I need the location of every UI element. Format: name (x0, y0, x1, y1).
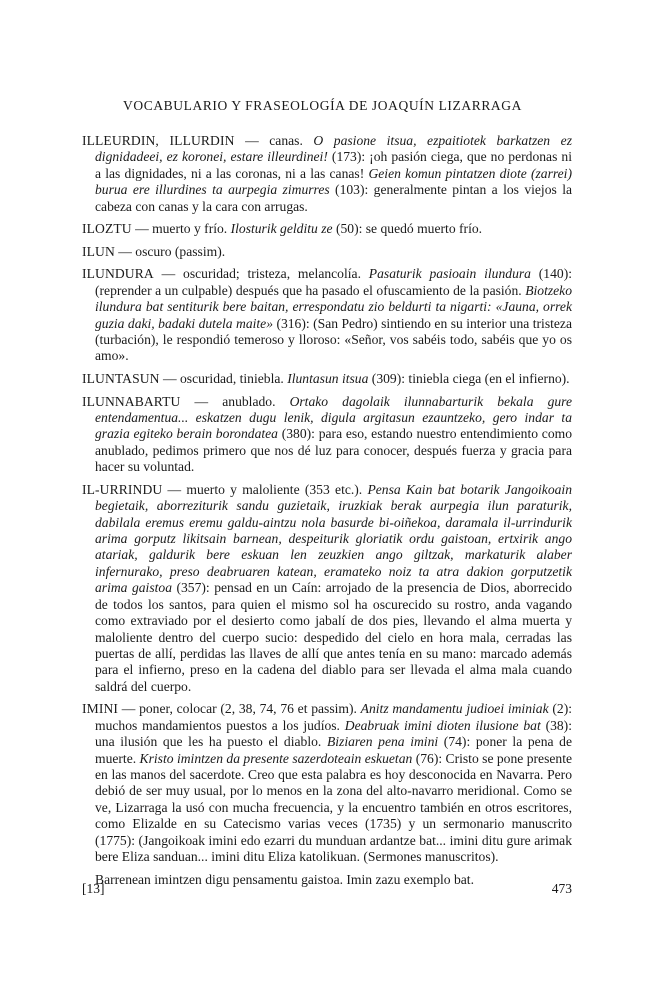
entry-illeurdin (82, 133, 572, 215)
basque-quote: Iluntasun itsua (287, 371, 369, 387)
gloss-text: — oscuridad; tristeza, melancolía. (153, 266, 369, 282)
entry-iloztu (82, 221, 572, 237)
gloss-text: (38): una ilusión que les ha puesto el diablo. (95, 717, 572, 750)
basque-quote: O pasione itsua, ezpaitiotek barkatzen ez dignidadeei, ez koronei, estare illeurdinei! (95, 133, 572, 165)
gloss-text: (76): Cristo se pone presente en las manos del sacerdote. Creo que esta palabra es hoy desconocida en Navarra. Pero debió de ser muy usual, por lo menos en la zona del alto-navarro meridional. Como se ve, Lizarraga la usó con mucha frecuencia, y la encuentro también en otros escritores, como Elizalde en su Catecismo varias veces (1735) y un sermonario manuscrito (1775): (Jangoikoak imini edo ezarri du munduan ardantze bat... imini ditu gure arimak bere Eliza sanduan... imini ditu Eliza katolikuan. (Sermones manuscritos). (95, 750, 572, 864)
gloss-text: (316): (San Pedro) sintiendo en su interior una tristeza (turbación), le respondió temeroso y lloroso: «Señor, vos sabéis todo, sabéis que yo os amo». (95, 315, 572, 364)
gloss-text: (357): pensad en un Caín: arrojado de la presencia de Dios, aborrecido de todos los santos, para quien el mismo sol ha oscurecido su rostro, anda vagando como extraviado por el desierto como jabalí de dos pies, llevando el alma muerta y maloliente dentro del cuerpo sucio: despedido del cielo en hora mala, cerradas las puertas de allí, perdidas las llaves de allí que antes tenía en su mano: marcado además para el infierno, preso en la cadena del diablo para ser llevada el alma mala cuando saldrá del cuerpo. (95, 580, 572, 694)
basque-quote: Biotzeko ilundura bat sentiturik bere baitan, errespondatu zio beldurti ta nigarti: «Jauna, orrek guzia daki, badaki dutela maite» (95, 282, 572, 331)
entry-ilundura (82, 266, 572, 364)
headword: ILLEURDIN, ILLURDIN (82, 133, 235, 148)
basque-quote: Anitz mandamentu judioei iminiak (360, 701, 549, 717)
gloss-text: (140): (reprender a un culpable) después que ha pasado el ofuscamiento de la pasión. (95, 266, 572, 298)
entry-imini (82, 701, 572, 865)
page-number: 473 (551, 881, 572, 896)
basque-quote: Biziaren pena imini (326, 734, 439, 750)
headword: IL-URRINDU (82, 481, 163, 497)
gloss-text: (173): ¡oh pasión ciega, que no perdonas ni a las dignidades, ni a las coronas, ni a las canas! (95, 149, 572, 181)
headword: ILUN (82, 243, 115, 259)
headword: IMINI (82, 701, 118, 717)
gloss-text: — oscuro (passim). (114, 243, 226, 259)
gloss-text: — canas. (234, 133, 314, 148)
basque-quote: Geien komun pintatzen diote (zarrei) burua ere illurdines ta aurpegia zimurres (95, 165, 572, 198)
basque-quote: Ortako dagolaik ilunnabarturik bekala gure entendamentua... eskatzen dugu lenik, digula argitasun ezauntzeko, gero indar ta grazia egiteko berain borondatea (95, 393, 572, 442)
entry-ilunnabartu (82, 394, 572, 476)
entry-il-urrindu (82, 482, 572, 695)
headword: ILUNNABARTU (82, 393, 181, 409)
entry-imini-continuation: Barrenean imintzen digu pensamentu gaistoa. Imin zazu exemplo bat. (95, 871, 474, 887)
running-head: VOCABULARIO Y FRASEOLOGÍA DE JOAQUÍN LIZARRAGA (123, 98, 522, 113)
gloss-text: (103): generalmente pintan a los viejos la cabeza con canas y la cara con arrugas. (95, 182, 572, 214)
gloss-text: — anublado. (180, 393, 290, 409)
entry-iluntasun (82, 371, 572, 387)
headword: ILUNDURA (82, 266, 154, 282)
gloss-text: (380): para eso, estando nuestro entendimiento como anublado, pedimos primero que nos dé luz para conocer, después fuerza y gracia para hacer su voluntad. (95, 426, 572, 475)
headword: ILUNTASUN (82, 371, 160, 387)
headword: ILOZTU (82, 221, 132, 237)
basque-quote: Pensa Kain bat botarik Jangoikoain begietaik, aborreziturik sandu guzietaik, iruzkiak berak aurpegia ilun paraturik, dabilala eremus eremu galdu-aintzu nola basurde bi-oiñekoa, daramala il-urrindurik arima gorputz likitsain barnean, despeiturik gloriatik ordu gaistoan, ertxirik ango atariak, galdurik bere eskuan len zeuzkien ango giltzak, markaturik alaber infernurako, preso deabruaren katean, eramateko noiz ta atra dakion gorputzetik arima gaistoa (95, 481, 572, 596)
gloss-text: — poner, colocar (2, 38, 74, 76 et passim). (118, 701, 361, 717)
basque-quote: Deabruak imini dioten ilusione bat (344, 717, 541, 733)
basque-quote: Ilosturik gelditu ze (230, 221, 333, 237)
gloss-text: (2): muchos mandamientos puestos a los judíos. (95, 701, 572, 733)
gloss-text: — oscuridad, tiniebla. (159, 371, 288, 387)
entry-ilun (82, 244, 572, 260)
basque-quote: Pasaturik pasioain ilundura (368, 266, 531, 282)
gloss-text: — muerto y maloliente (353 etc.). (162, 481, 368, 497)
gloss-text: (50): se quedó muerto frío. (332, 221, 483, 237)
basque-quote: Kristo imintzen da presente sazerdoteain eskuetan (139, 750, 413, 766)
gloss-text: (309): tiniebla ciega (en el infierno). (368, 371, 570, 387)
gloss-text: — muerto y frío. (131, 221, 231, 237)
page-marker-left: [13] (82, 881, 105, 896)
dictionary-entries (82, 133, 572, 888)
gloss-text: (74): poner la pena de muerte. (95, 734, 573, 766)
